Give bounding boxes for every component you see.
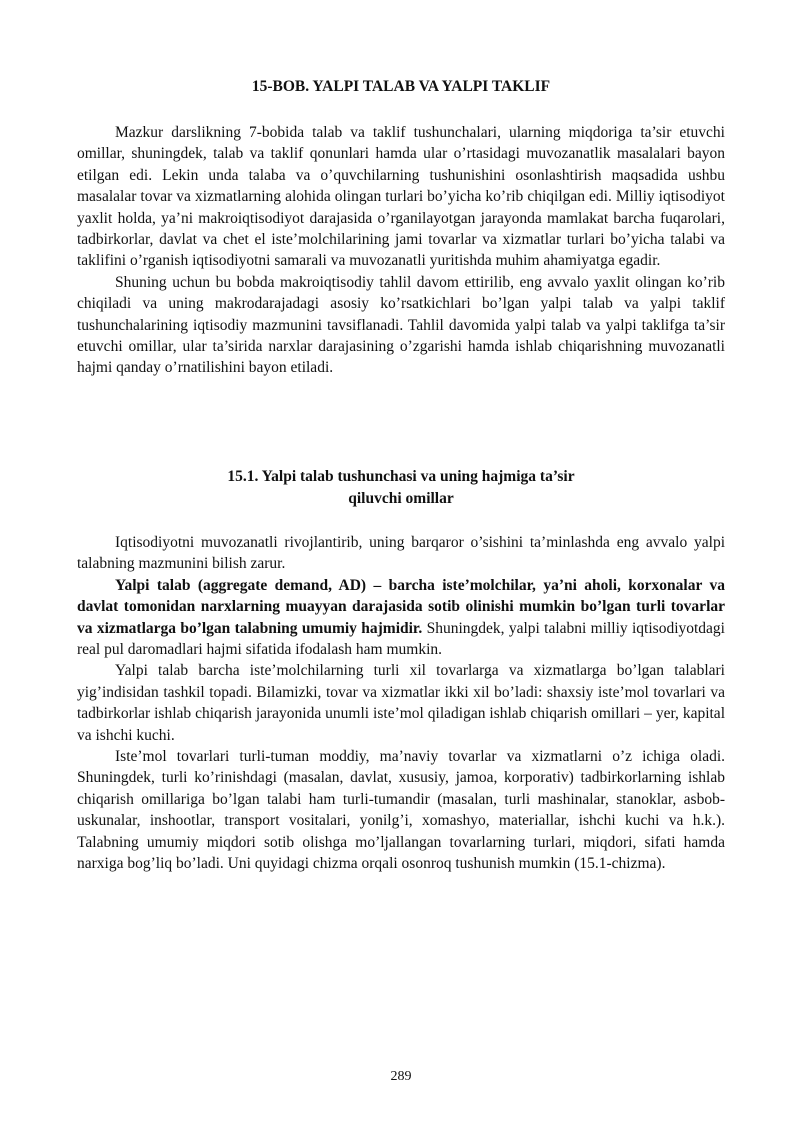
intro-paragraph-1: Mazkur darslikning 7-bobida talab va taklif tushunchalari, ularning miqdoriga ta’sir etuvchi omillar, shuningdek, talab va taklif qonunlari hamda ular o’rtasidagi muvozanatlik masalalari bayon etilgan edi. Lekin unda talaba va o’quvchilarning tushunishini osonlashtirish maqsadida ushbu masalalar tovar va xizmatlarning alohida olingan turlari bo’yicha ko’rib chiqilgan edi. Milliy iqtisodiyot yaxlit holda, ya’ni makroiqtisodiyot darajasida o’rganilayotgan jarayonda mamlakat barcha fuqarolari, tadbirkorlar, davlat va chet el iste’molchilarining jami tovarlar va xizmatlar turlari bo’yicha talabi va taklifini o’rganish iqtisodiyotni samarali va muvozanatli yuritishda muhim ahamiyatga egadir. <box>77 124 725 270</box>
page-number: 289 <box>390 1069 412 1084</box>
section-title-line-2: qiluvchi omillar <box>348 490 454 507</box>
intro-text <box>77 122 725 379</box>
section-text <box>77 532 725 875</box>
section-paragraph-3: Yalpi talab barcha iste’molchilarning turli xil tovarlarga va xizmatlarga bo’lgan talablari yig’indisidan tashkil topadi. Bilamizki, tovar va xizmatlar ikki xil bo’ladi: shaxsiy iste’mol tovarlari va tadbirkorlar ishlab chiqarish jarayonida unumli iste’mol qiladigan ishlab chiqarish omillari – yer, kapital va ishchi kuchi. <box>77 662 725 744</box>
document-page <box>77 0 725 1131</box>
section-paragraph-4: Iste’mol tovarlari turli-tuman moddiy, ma’naviy tovarlar va xizmatlarni o’z ichiga oladi. Shuningdek, turli ko’rinishdagi (masalan, davlat, xususiy, jamoa, korporativ) tadbirkorlarning ishlab chiqarish omillariga bo’lgan talabi ham turli-tumandir (masalan, turli mashinalar, stanoklar, asbob-uskunalar, inshootlar, transport vositalari, yonilg’i, xomashyo, materiallar, ishchi kuchi va h.k.). Talabning umumiy miqdori sotib olishga mo’ljallangan tovarlarning turlari, miqdori, sifati hamda narxiga bog’liq bo’ladi. Uni quyidagi chizma orqali osonroq tushunish mumkin (15.1-chizma). <box>77 748 725 873</box>
section-paragraph-1: Iqtisodiyotni muvozanatli rivojlantirib, uning barqaror o’sishini ta’minlashda eng avvalo yalpi talabning mazmunini bilish zarur. <box>77 534 725 573</box>
chapter-title: 15-BOB. YALPI TALAB VA YALPI TAKLIF <box>251 78 551 95</box>
section-title-line-1: 15.1. Yalpi talab tushunchasi va uning hajmiga ta’sir <box>227 468 575 485</box>
aggregate-demand-definition: Yalpi talab (aggregate demand, AD) – barcha iste’molchilar, ya’ni aholi, korxonalar va davlat tomonidan narxlarning muayyan darajasida sotib olinishi mumkin bo’lgan turli tovarlar va xizmatlarga bo’lgan talabning umumiy hajmidir. <box>77 576 725 637</box>
section-title <box>77 466 725 510</box>
definition-continuation: Shuningdek, yalpi talabni milliy iqtisodiyotdagi real pul daromadlari hajmi sifatida ifodalash ham mumkin. <box>77 619 725 659</box>
definition-paragraph <box>77 575 725 661</box>
intro-paragraph-2: Shuning uchun bu bobda makroiqtisodiy tahlil davom ettirilib, eng avvalo yaxlit olingan ko’rib chiqiladi va uning makrodarajadagi asosiy ko’rsatkichlari bo’lgan yalpi talab va yalpi taklif tushunchalarining iqtisodiy mazmunini tavsiflanadi. Tahlil davomida yalpi talab va yalpi taklifga ta’sir etuvchi omillar, ular ta’sirida narxlar darajasining o’zgarishi hamda ishlab chiqarishning muvozanatli hajmi qanday o’rnatilishini bayon etiladi. <box>77 273 725 377</box>
